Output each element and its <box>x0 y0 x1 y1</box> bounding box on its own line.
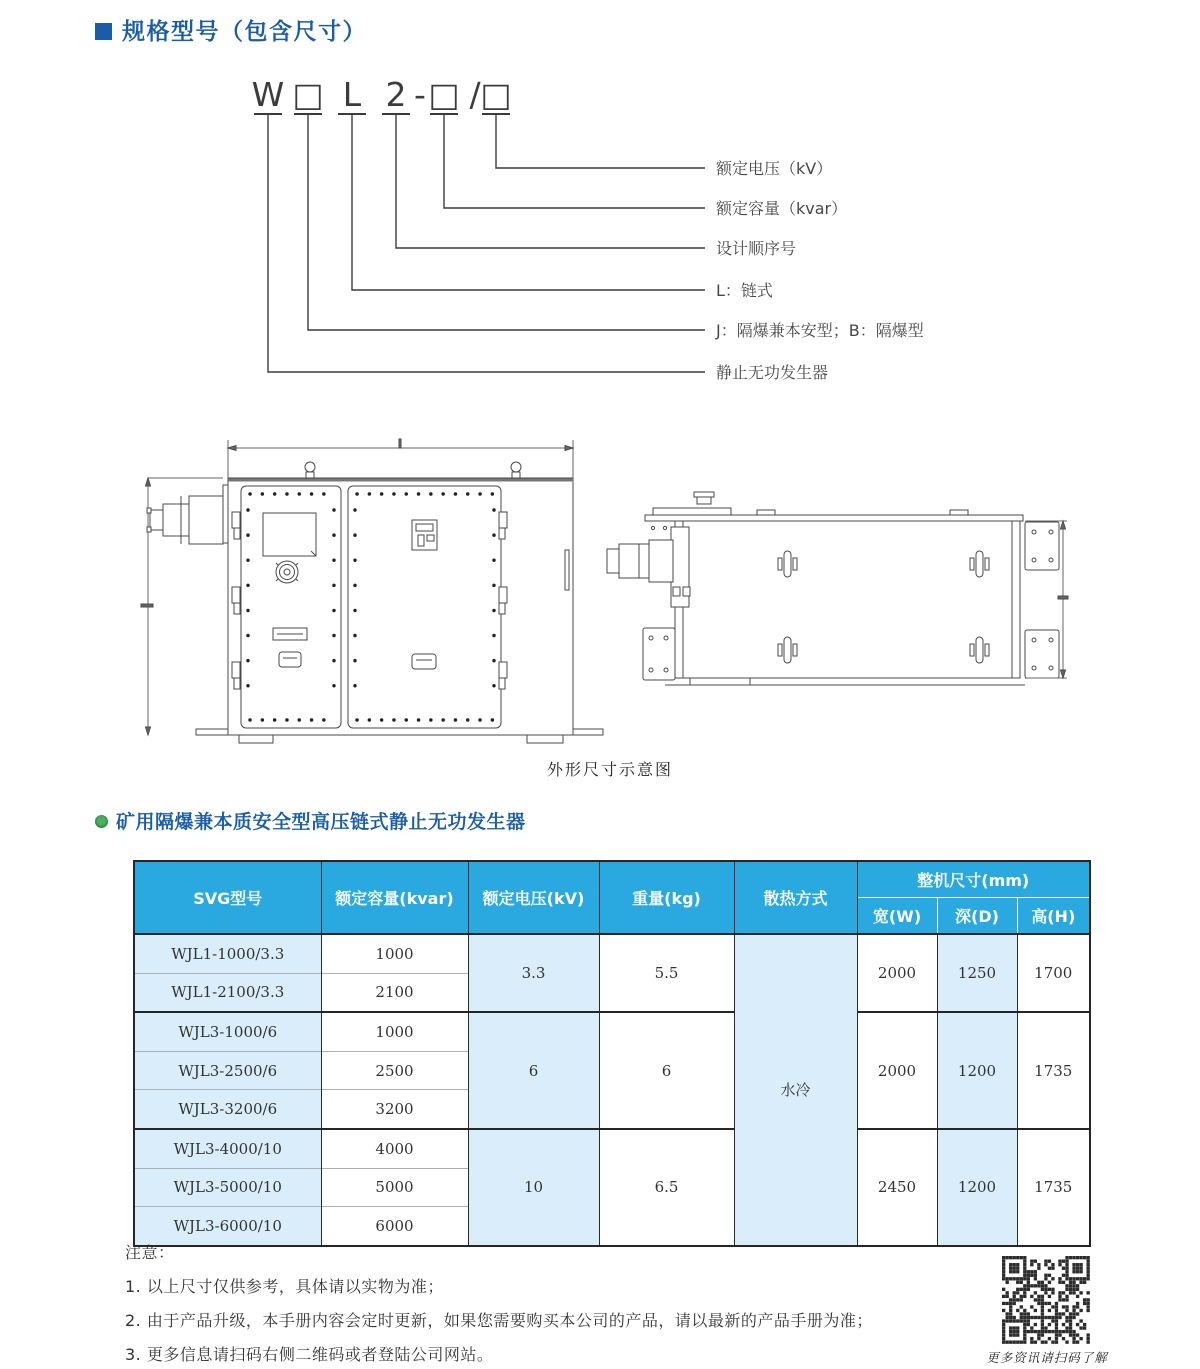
col-header-dimensions: 整机尺寸(mm) <box>857 861 1090 898</box>
cell-capacity: 3200 <box>321 1090 468 1129</box>
diagram-label: 额定容量（kvar） <box>716 199 848 218</box>
note-item: 2. 由于产品升级，本手册内容会定时更新，如果您需要购买本公司的产品，请以最新的产品手册为准； <box>125 1311 873 1330</box>
cell-width: 2000 <box>857 934 937 1012</box>
cell-capacity: 1000 <box>321 934 468 973</box>
drawing-caption: 外形尺寸示意图 <box>546 760 673 779</box>
front-view-drawing <box>135 432 605 747</box>
cell-capacity: 4000 <box>321 1129 468 1168</box>
col-header-capacity: 额定容量(kvar) <box>321 861 468 934</box>
cell-model: WJL3-2500/6 <box>134 1051 321 1090</box>
green-dot-icon <box>95 815 108 828</box>
cell-capacity: 5000 <box>321 1168 468 1207</box>
cell-model: WJL3-4000/10 <box>134 1129 321 1168</box>
cell-model: WJL1-2100/3.3 <box>134 973 321 1012</box>
cell-model: WJL3-5000/10 <box>134 1168 321 1207</box>
col-header-weight: 重量(kg) <box>599 861 734 934</box>
cell-weight: 5.5 <box>599 934 734 1012</box>
cell-width: 2450 <box>857 1129 937 1246</box>
display-window <box>263 513 316 556</box>
note-item: 1. 以上尺寸仅供参考，具体请以实物为准； <box>125 1277 444 1296</box>
col-header-depth: 深(D) <box>937 898 1017 935</box>
model-designation-diagram <box>230 72 1010 402</box>
cell-capacity: 2100 <box>321 973 468 1012</box>
cell-capacity: 1000 <box>321 1012 468 1051</box>
code-char: □ <box>428 75 460 114</box>
section-title-product: 矿用隔爆兼本质安全型高压链式静止无功发生器 <box>116 811 526 833</box>
code-char: □ <box>292 75 324 114</box>
cell-capacity: 2500 <box>321 1051 468 1090</box>
latch-icon <box>279 652 301 667</box>
cell-height: 1735 <box>1017 1012 1090 1129</box>
cell-height: 1700 <box>1017 934 1090 1012</box>
latch-icon <box>412 654 436 669</box>
lifting-eye-icon <box>305 462 521 478</box>
code-char: L <box>342 75 362 114</box>
cell-voltage: 3.3 <box>468 934 599 1012</box>
qr-code <box>1002 1256 1090 1348</box>
cable-gland <box>147 496 223 544</box>
diagram-label: 额定电压（kV） <box>716 159 833 178</box>
col-header-height: 高(H) <box>1017 898 1090 935</box>
diagram-label: 设计顺序号 <box>716 239 797 258</box>
col-header-model: SVG型号 <box>134 861 321 934</box>
table-row <box>134 1012 1090 1051</box>
cell-depth: 1250 <box>937 934 1017 1012</box>
code-char: W <box>251 75 285 114</box>
notes-title: 注意： <box>125 1243 175 1262</box>
cell-model: WJL3-1000/6 <box>134 1012 321 1051</box>
diagram-label: 静止无功发生器 <box>716 363 829 382</box>
code-char: / <box>469 75 481 114</box>
cell-cooling: 水冷 <box>734 934 857 1246</box>
cell-voltage: 10 <box>468 1129 599 1246</box>
cell-depth: 1200 <box>937 1129 1017 1246</box>
cell-width: 2000 <box>857 1012 937 1129</box>
section-title-spec: 规格型号（包含尺寸） <box>122 19 367 45</box>
square-bullet-icon <box>95 23 112 40</box>
note-item: 3. 更多信息请扫码右侧二维码或者登陆公司网站。 <box>125 1345 494 1364</box>
cell-model: WJL3-6000/10 <box>134 1207 321 1246</box>
cell-weight: 6 <box>599 1012 734 1129</box>
enclosure-side <box>675 521 1020 678</box>
qr-caption: 更多资讯请扫码了解 <box>986 1350 1108 1365</box>
table-row <box>134 934 1090 973</box>
cell-height: 1735 <box>1017 1129 1090 1246</box>
diagram-label: J：隔爆兼本安型；B：隔爆型 <box>716 321 924 340</box>
spec-table <box>133 860 1091 1247</box>
cell-model: WJL3-3200/6 <box>134 1090 321 1129</box>
side-view-drawing <box>605 432 1085 747</box>
door-component <box>412 520 437 550</box>
cell-weight: 6.5 <box>599 1129 734 1246</box>
cell-model: WJL1-1000/3.3 <box>134 934 321 973</box>
code-char: - <box>414 75 426 114</box>
col-header-width: 宽(W) <box>857 898 937 935</box>
cable-gland <box>607 527 690 607</box>
col-header-voltage: 额定电压(kV) <box>468 861 599 934</box>
cell-capacity: 6000 <box>321 1207 468 1246</box>
cell-voltage: 6 <box>468 1012 599 1129</box>
cell-depth: 1200 <box>937 1012 1017 1129</box>
code-char: 2 <box>385 75 407 114</box>
diagram-label: L：链式 <box>716 281 773 300</box>
col-header-cooling: 散热方式 <box>734 861 857 934</box>
table-row <box>134 1129 1090 1168</box>
code-char: □ <box>480 75 512 114</box>
